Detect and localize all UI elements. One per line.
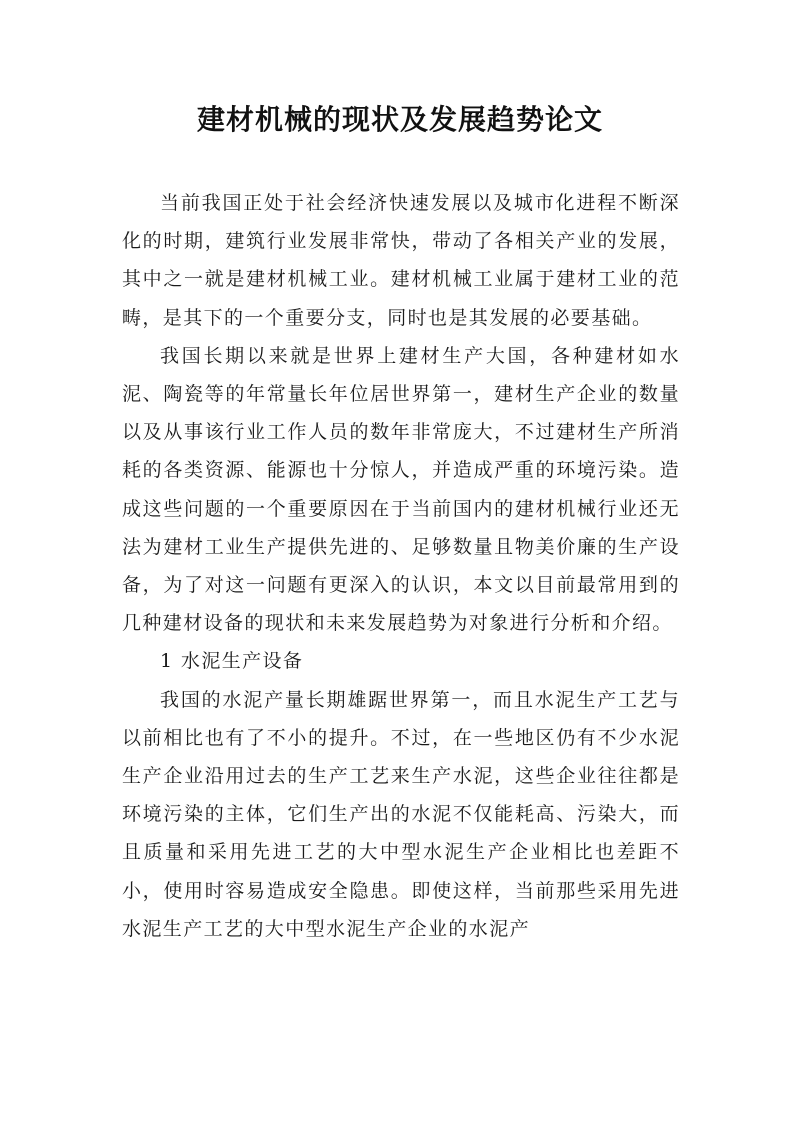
section-heading-cement-equipment: 1 水泥生产设备 [160, 650, 304, 673]
paragraph-background: 我国长期以来就是世界上建材生产大国，各种建材如水泥、陶瓷等的年常量长年位居世界第一，建材生产企业的数量以及从事该行业工作人员的数年非常庞大，不过建材生产所消耗的各类资源、能源也十分惊人，并造成严重的环境污染。造成这些问题的一个重要原因在于当前国内的建材机械行业还无法为建材工业生产提供先进的、足够数量且物美价廉的生产设备，为了对这一问题有更深入的认识，本文以目前最常用到的几种建材设备的现状和未来发展趋势为对象进行分析和介绍。 [122, 344, 680, 635]
paragraph-cement-equipment: 我国的水泥产量长期雄踞世界第一，而且水泥生产工艺与以前相比也有了不小的提升。不过，在一些地区仍有不少水泥生产企业沿用过去的生产工艺来生产水泥，这些企业往往都是环境污染的主体，它们生产出的水泥不仅能耗高、污染大，而且质量和采用先进工艺的大中型水泥生产企业相比也差距不小，使用时容易造成安全隐患。即使这样，当前那些采用先进水泥生产工艺的大中型水泥生产企业的水泥产 [122, 688, 680, 940]
document-title: 建材机械的现状及发展趋势论文 [196, 103, 603, 136]
paragraph-intro: 当前我国正处于社会经济快速发展以及城市化进程不断深化的时期，建筑行业发展非常快，带动了各相关产业的发展，其中之一就是建材机械工业。建材机械工业属于建材工业的范畴，是其下的一个重要分支，同时也是其发展的必要基础。 [122, 192, 680, 329]
document-body [122, 184, 680, 948]
